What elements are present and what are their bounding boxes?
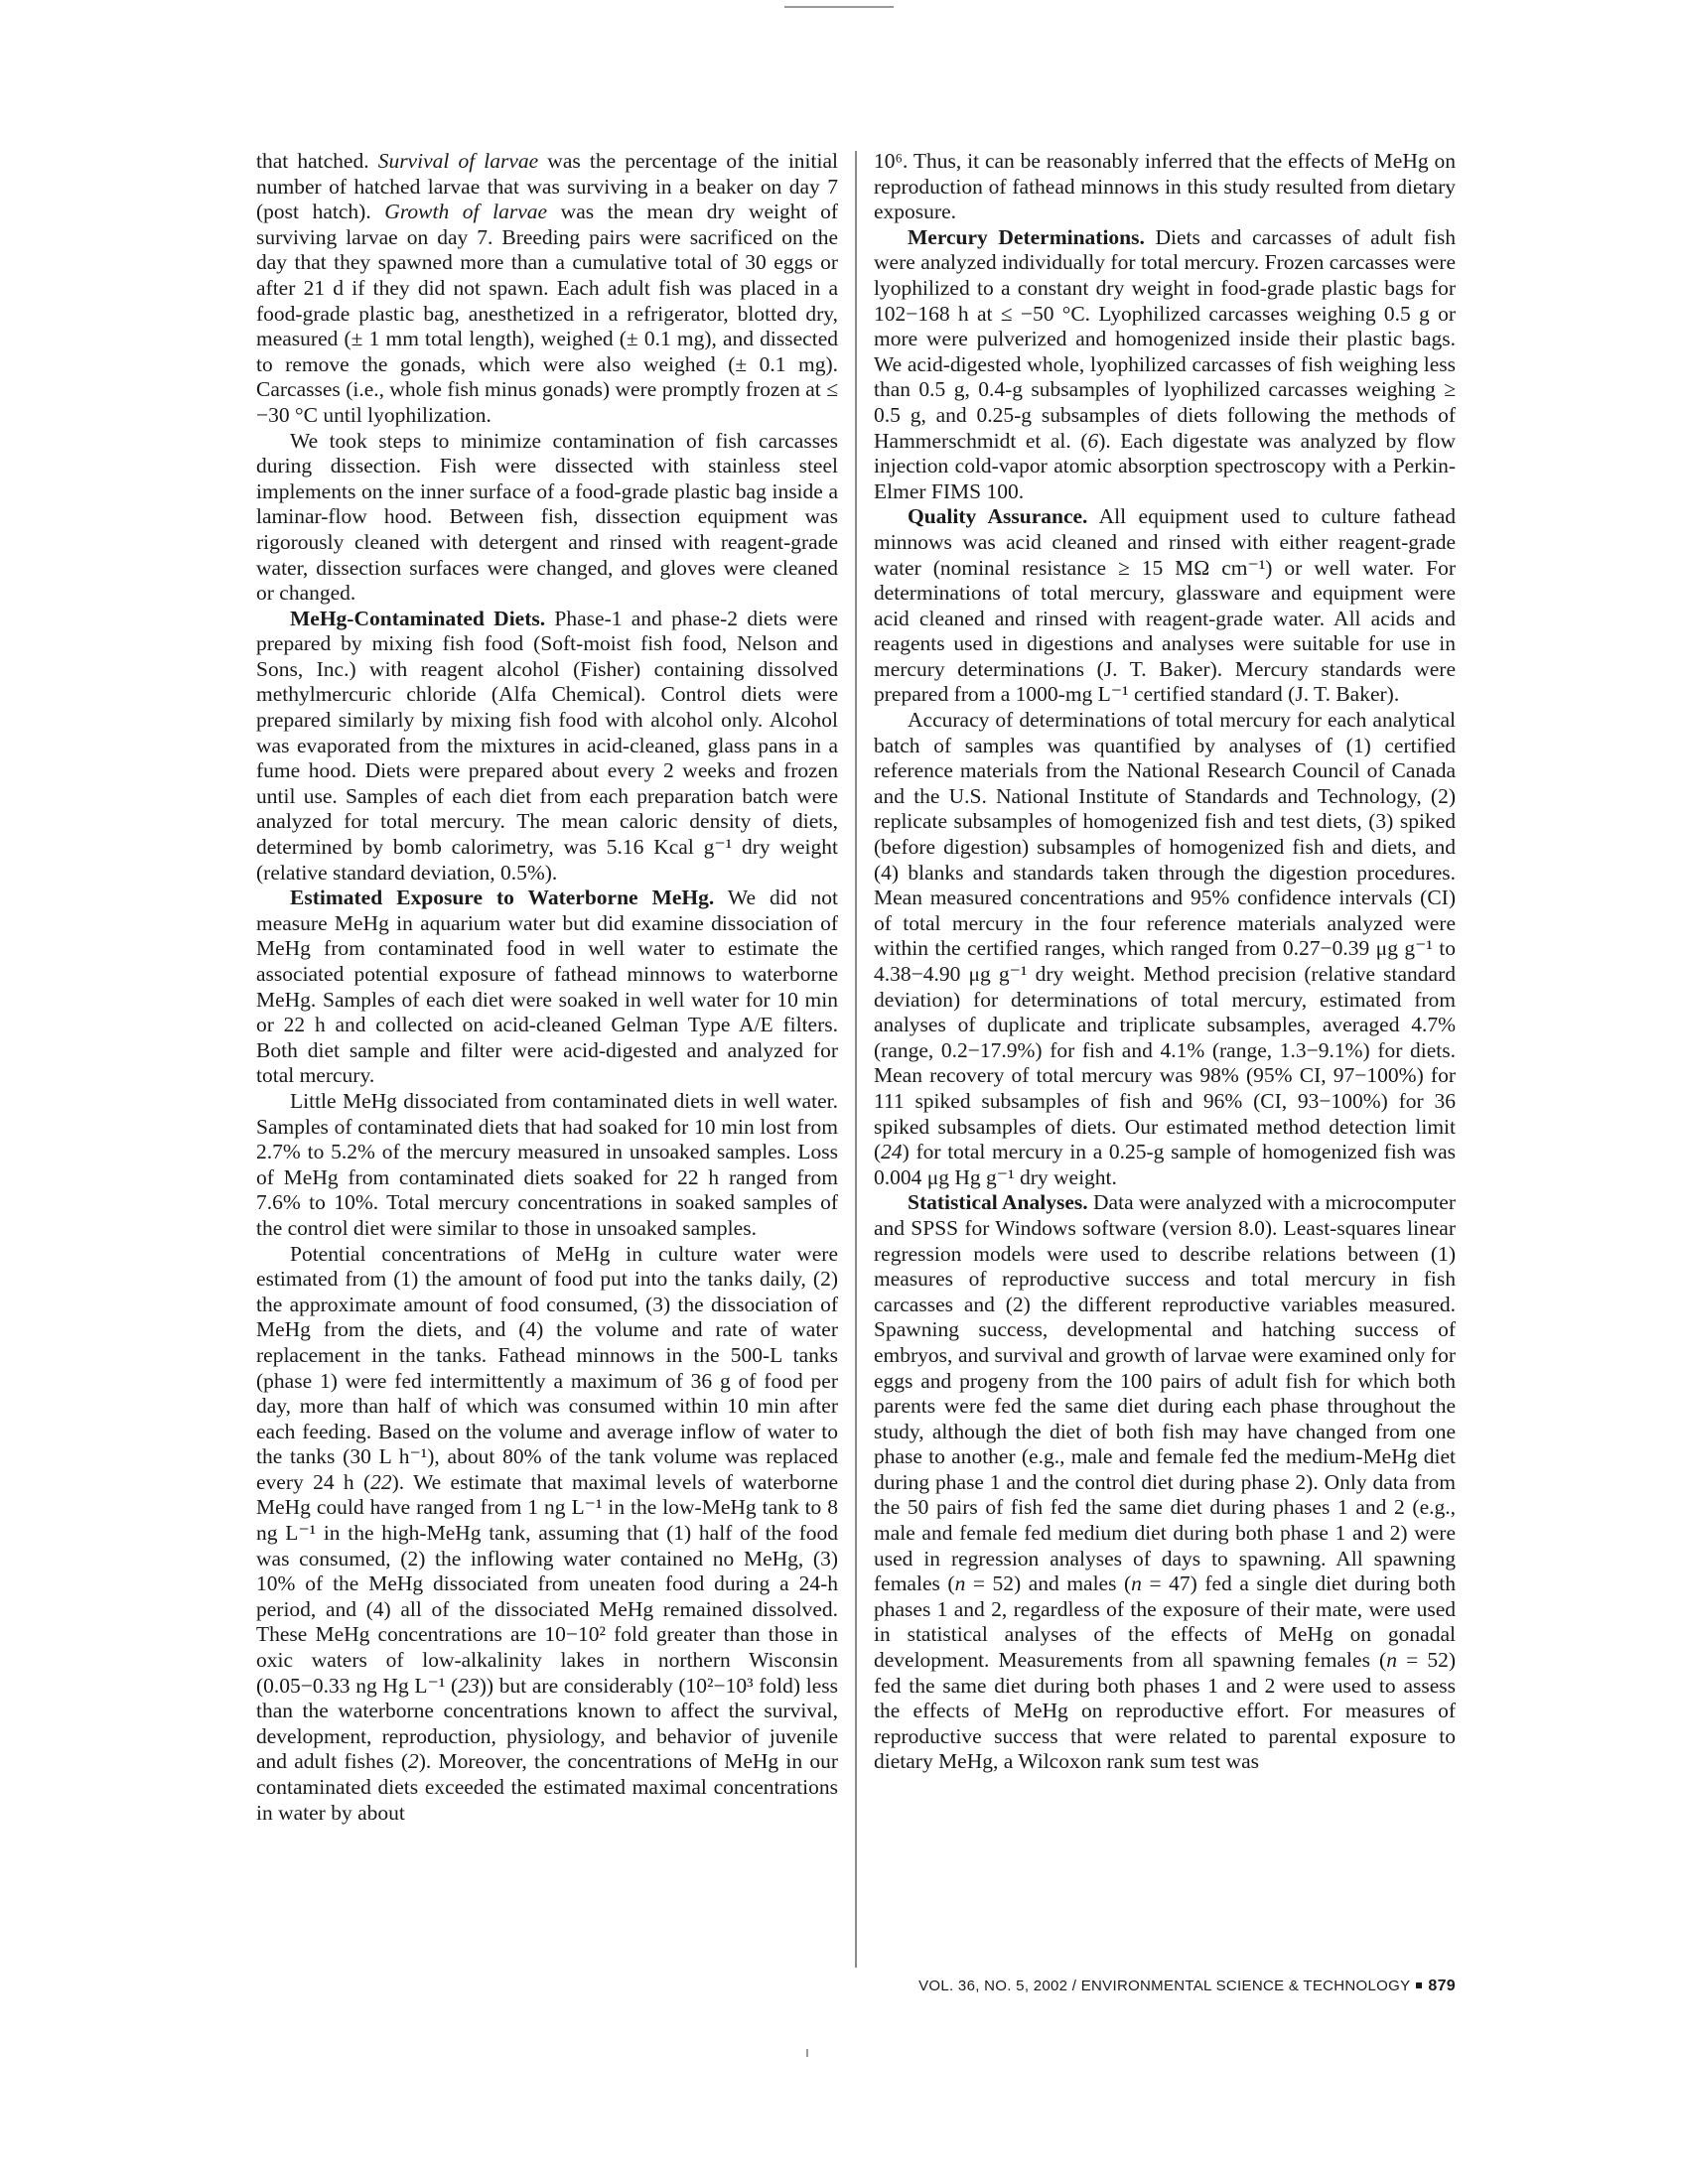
scan-mark-top bbox=[784, 6, 894, 8]
bullet-separator bbox=[1416, 1982, 1422, 1988]
paragraph-larvae-methods: that hatched. Survival of larvae was the percentage of the initial number of hatched larvae that was surviving in a beaker on day 7 (post hatch). Growth of larvae was the mean dry weight of surviving larvae on day 7. Breeding pairs were sacrificed on the day that they spawned more than a cumulative total of 30 eggs or after 21 d if they did not spawn. Each adult fish was placed in a food-grade plastic bag, anesthetized in a refrigerator, blotted dry, measured (± 1 mm total length), weighed (± 0.1 mg), and dissected to remove the gonads, which were also weighed (± 0.1 mg). Carcasses (i.e., whole fish minus gonads) were promptly frozen at ≤ −30 °C until lyophilization. bbox=[256, 149, 838, 427]
paragraph-diets: MeHg-Contaminated Diets. Phase-1 and phase-2 diets were prepared by mixing fish food (Soft-moist fish food, Nelson and Sons, Inc.) with reagent alcohol (Fisher) containing dissolved methylmercuric chloride (Alfa Chemical). Control diets were prepared similarly by mixing fish food with alcohol only. Alcohol was evaporated from the mixtures in acid-cleaned, glass pans in a fume hood. Diets were prepared about every 2 weeks and frozen until use. Samples of each diet from each preparation batch were analyzed for total mercury. The mean caloric density of diets, determined by bomb calorimetry, was 5.16 Kcal g⁻¹ dry weight (relative standard deviation, 0.5%). bbox=[256, 606, 839, 885]
right-column bbox=[874, 149, 1456, 1775]
paragraph-statistical-analyses: Statistical Analyses. Data were analyzed with a microcomputer and SPSS for Windows software (version 8.0). Least-squares linear regression models were used to describe relations between (1) measures of reproductive success and total mercury in fish carcasses and (2) the different reproductive variables measured. Spawning success, developmental and hatching success of embryos, and survival and growth of larvae were examined only for eggs and progeny from the 100 pairs of adult fish for which both parents were fed the same diet during each phase throughout the study, although the diet of both fish may have changed from one phase to another (e.g., male and female fed the medium-MeHg diet during phase 1 and the control diet during phase 2). Only data from the 50 pairs of fish fed the same diet during phases 1 and 2 (e.g., male and female fed medium diet during both phase 1 and 2) were used in regression analyses of days to spawning. All spawning females (n = 52) and males (n = 47) fed a single diet during both phases 1 and 2, regardless of the exposure of their mate, were used in statistical analyses of the effects of MeHg on gonadal development. Measurements from all spawning females (n = 52) fed the same diet during both phases 1 and 2 were used to assess the effects of MeHg on reproductive effort. For measures of reproductive success that were related to parental exposure to dietary MeHg, a Wilcoxon rank sum test was bbox=[874, 1190, 1457, 1774]
paragraph-potential-concentrations: Potential concentrations of MeHg in culture water were estimated from (1) the amount of food put into the tanks daily, (2) the approximate amount of food consumed, (3) the dissociation of MeHg from the diets, and (4) the volume and rate of water replacement in the tanks. Fathead minnows in the 500-L tanks (phase 1) were fed intermittently a maximum of 36 g of food per day, more than half of which was consumed within 10 min after each feeding. Based on the volume and average inflow of water to the tanks (30 L h⁻¹), about 80% of the tank volume was replaced every 24 h (22). We estimate that maximal levels of waterborne MeHg could have ranged from 1 ng L⁻¹ in the low-MeHg tank to 8 ng L⁻¹ in the high-MeHg tank, assuming that (1) half of the food was consumed, (2) the inflowing water contained no MeHg, (3) 10% of the MeHg dissociated from uneaten food during a 24-h period, and (4) all of the dissociated MeHg remained dissolved. These MeHg concentrations are 10−10² fold greater than those in oxic waters of low-alkalinity lakes in northern Wisconsin (0.05−0.33 ng Hg L⁻¹ (23)) but are considerably (10²−10³ fold) less than the waterborne concentrations known to affect the survival, development, reproduction, physiology, and behavior of juvenile and adult fishes (2). Moreover, the concentrations of MeHg in our contaminated diets exceeded the estimated maximal concentrations in water by about bbox=[256, 1241, 839, 1825]
citation-ref: 6 bbox=[1087, 428, 1099, 453]
column-divider bbox=[855, 151, 857, 1968]
section-heading-quality: Quality Assurance. bbox=[908, 504, 1088, 529]
paragraph-quality-assurance: Quality Assurance. All equipment used to culture fathead minnows was acid cleaned and rinsed with either reagent-grade water (nominal resistance ≥ 15 MΩ cm⁻¹) or well water. For determinations of total mercury, glassware and equipment were acid cleaned and rinsed with reagent-grade water. All acids and reagents used in digestions and analyses were suitable for use in mercury determinations (J. T. Baker). Mercury standards were prepared from a 1000-mg L⁻¹ certified standard (J. T. Baker). bbox=[874, 504, 1456, 707]
paragraph-mercury-determinations: Mercury Determinations. Diets and carcasses of adult fish were analyzed individually for total mercury. Frozen carcasses were lyophilized to a constant dry weight in food-grade plastic bags for 102−168 h at ≤ −50 °C. Lyophilized carcasses weighing 0.5 g or more were pulverized and homogenized inside their plastic bags. We acid-digested whole, lyophilized carcasses of fish weighing less than 0.5 g, 0.4-g subsamples of lyophilized carcasses weighing ≥ 0.5 g, and 0.25-g subsamples of diets following the methods of Hammerschmidt et al. (6). Each digestate was analyzed by flow injection cold-vapor atomic absorption spectroscopy with a Perkin-Elmer FIMS 100. bbox=[874, 224, 1456, 503]
section-heading-mercury: Mercury Determinations. bbox=[908, 224, 1145, 249]
paragraph-dietary-inference: 10⁶. Thus, it can be reasonably inferred that the effects of MeHg on reproduction of fathead minnows in this study resulted from dietary exposure. bbox=[874, 149, 1456, 224]
paragraph-contamination: We took steps to minimize contamination of fish carcasses during dissection. Fish were dissected with stainless steel implements on the inner surface of a food-grade plastic bag inside a laminar-flow hood. Between fish, dissection equipment was rigorously cleaned with detergent and rinsed with reagent-grade water, dissection surfaces were changed, and gloves were cleaned or changed. bbox=[256, 428, 838, 606]
citation-ref: 23 bbox=[458, 1673, 480, 1698]
paragraph-waterborne-exposure: Estimated Exposure to Waterborne MeHg. We did not measure MeHg in aquarium water but did examine dissociation of MeHg from contaminated food in well water to estimate the associated potential exposure of fathead minnows to waterborne MeHg. Samples of each diet were soaked in well water for 10 min or 22 h and collected on acid-cleaned Gelman Type A/E filters. Both diet sample and filter were acid-digested and analyzed for total mercury. bbox=[256, 886, 838, 1088]
paragraph-dissociation: Little MeHg dissociated from contaminated diets in well water. Samples of contaminated diets that had soaked for 10 min lost from 2.7% to 5.2% of the mercury measured in unsoaked samples. Loss of MeHg from contaminated diets soaked for 22 h ranged from 7.6% to 10%. Total mercury concentrations in soaked samples of the control diet were similar to those in unsoaked samples. bbox=[256, 1088, 838, 1240]
scan-mark-bottom bbox=[806, 2049, 808, 2057]
section-heading-diets: MeHg-Contaminated Diets. bbox=[290, 606, 546, 630]
journal-citation: VOL. 36, NO. 5, 2002 / ENVIRONMENTAL SCIENCE & TECHNOLOGY bbox=[918, 1978, 1411, 1994]
citation-ref: 22 bbox=[370, 1469, 392, 1494]
page-number: 879 bbox=[1428, 1978, 1456, 1994]
page-footer bbox=[874, 1978, 1456, 1995]
left-column bbox=[256, 149, 838, 1826]
citation-ref: 2 bbox=[408, 1749, 419, 1774]
paragraph-accuracy: Accuracy of determinations of total mercury for each analytical batch of samples was quantified by analyses of (1) certified reference materials from the National Research Council of Canada and the U.S. National Institute of Standards and Technology, (2) replicate subsamples of homogenized fish and test diets, (3) spiked (before digestion) subsamples of homogenized fish and diets, and (4) blanks and standards taken through the digestion procedures. Mean measured concentrations and 95% confidence intervals (CI) of total mercury in the four reference materials analyzed were within the certified ranges, which ranged from 0.27−0.39 μg g⁻¹ to 4.38−4.90 μg g⁻¹ dry weight. Method precision (relative standard deviation) for determinations of total mercury, estimated from analyses of duplicate and triplicate subsamples, averaged 4.7% (range, 0.2−17.9%) for fish and 4.1% (range, 1.3−9.1%) for diets. Mean recovery of total mercury was 98% (95% CI, 97−100%) for 111 spiked subsamples of fish and 96% (CI, 93−100%) for 36 spiked subsamples of diets. Our estimated method detection limit (24) for total mercury in a 0.25-g sample of homogenized fish was 0.004 μg Hg g⁻¹ dry weight. bbox=[874, 708, 1456, 1189]
section-heading-statistics: Statistical Analyses. bbox=[908, 1190, 1088, 1215]
citation-ref: 24 bbox=[881, 1140, 903, 1164]
section-heading-waterborne: Estimated Exposure to Waterborne MeHg. bbox=[290, 886, 715, 910]
